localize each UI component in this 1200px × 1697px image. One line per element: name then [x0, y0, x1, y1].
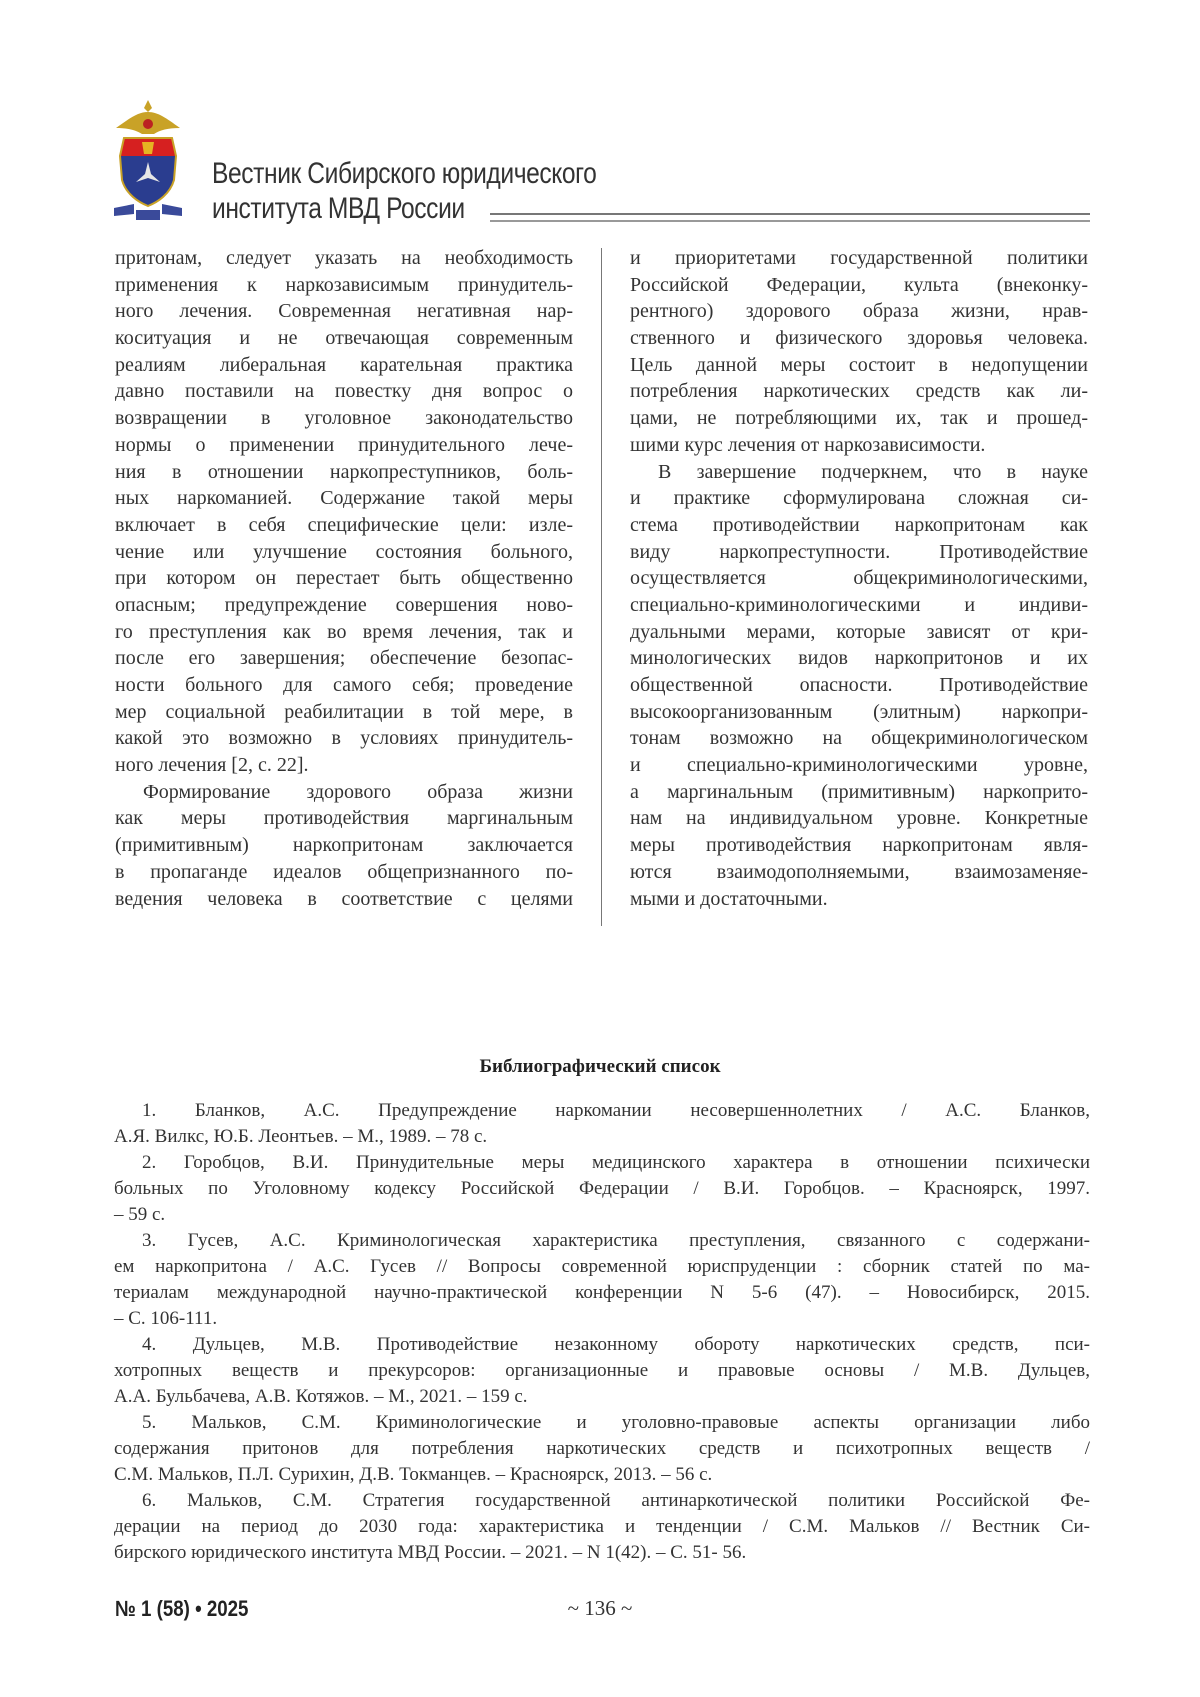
bibliography-line: А.А. Бульбачева, А.В. Котяжов. – М., 2021. – 159 с.: [114, 1384, 1090, 1410]
text-line: потребления наркотических средств как ли-: [630, 378, 1088, 405]
text-line: ведения человека в соответствие с целями: [115, 886, 573, 913]
paragraph: [630, 459, 1088, 913]
text-line: и практике сформулирована сложная си-: [630, 485, 1088, 512]
issue-number: № 1 (58) • 2025: [115, 1596, 248, 1622]
text-line: применения к наркозависимым принудитель-: [115, 272, 573, 299]
bibliography-entry: [114, 1150, 1090, 1228]
text-line: реалиям либеральная карательная практика: [115, 352, 573, 379]
text-line: мер социальной реабилитации в той мере, в: [115, 699, 573, 726]
text-line: коситуация и не отвечающая современным: [115, 325, 573, 352]
text-line: шими курс лечения от наркозависимости.: [630, 432, 1088, 459]
text-line: виду наркопреступности. Противодействие: [630, 539, 1088, 566]
journal-title-line1: Вестник Сибирского юридического: [212, 156, 596, 191]
bibliography-entry: [114, 1488, 1090, 1566]
text-line: ственного и физического здоровья человека.: [630, 325, 1088, 352]
text-line: в пропаганде идеалов общепризнанного по-: [115, 859, 573, 886]
bibliography-line: 2. Горобцов, В.И. Принудительные меры медицинского характера в отношении психически: [114, 1150, 1090, 1176]
column-divider: [601, 248, 602, 926]
text-line: специально-криминологическими и индиви-: [630, 592, 1088, 619]
bibliography-line: С.М. Мальков, П.Л. Сурихин, Д.В. Токманцев. – Красноярск, 2013. – 56 с.: [114, 1462, 1090, 1488]
text-line: и специально-криминологическими уровне,: [630, 752, 1088, 779]
bibliography-entry: [114, 1332, 1090, 1410]
paragraph: [630, 245, 1088, 459]
text-line: В завершение подчеркнем, что в науке: [630, 459, 1088, 486]
text-line: цами, не потребляющими их, так и прошед-: [630, 405, 1088, 432]
text-line: ния в отношении наркопреступников, боль-: [115, 459, 573, 486]
text-line: минологических видов наркопритонов и их: [630, 645, 1088, 672]
bibliography-line: 4. Дульцев, М.В. Противодействие незаконному обороту наркотических средств, пси-: [114, 1332, 1090, 1358]
text-line: Формирование здорового образа жизни: [115, 779, 573, 806]
text-line: дуальными мерами, которые зависят от кри-: [630, 619, 1088, 646]
text-line: чение или улучшение состояния больного,: [115, 539, 573, 566]
bibliography-entry: [114, 1098, 1090, 1150]
text-line: меры противодействия наркопритонам явля-: [630, 832, 1088, 859]
bibliography-line: териалам международной научно-практической конференции N 5-6 (47). – Новосибирск, 2015.: [114, 1280, 1090, 1306]
text-line: включает в себя специфические цели: изле-: [115, 512, 573, 539]
right-text-column: [630, 245, 1088, 912]
text-line: осуществляется общекриминологическими,: [630, 565, 1088, 592]
text-line: Цель данной меры состоит в недопущении: [630, 352, 1088, 379]
text-line: а маргинальным (примитивным) наркоприто-: [630, 779, 1088, 806]
bibliography-line: 1. Бланков, А.С. Предупреждение наркомании несовершеннолетних / А.С. Бланков,: [114, 1098, 1090, 1124]
text-line: при котором он перестает быть общественно: [115, 565, 573, 592]
bibliography-line: хотропных веществ и прекурсоров: организационные и правовые основы / М.В. Дульцев,: [114, 1358, 1090, 1384]
text-line: (примитивным) наркопритонам заключается: [115, 832, 573, 859]
text-line: после его завершения; обеспечение безопас-: [115, 645, 573, 672]
mvd-emblem-icon: [110, 98, 186, 223]
bibliography-list: [114, 1098, 1090, 1566]
bibliography-line: 5. Мальков, С.М. Криминологические и уголовно-правовые аспекты организации либо: [114, 1410, 1090, 1436]
text-line: давно поставили на повестку дня вопрос о: [115, 378, 573, 405]
text-line: какой это возможно в условиях принудитель-: [115, 725, 573, 752]
text-line: ного лечения [2, с. 22].: [115, 752, 573, 779]
paragraph: [115, 245, 573, 779]
paragraph: [115, 779, 573, 912]
journal-logo-emblem: [110, 98, 186, 223]
text-line: го преступления как во время лечения, так и: [115, 619, 573, 646]
bibliography-line: – 59 с.: [114, 1202, 1090, 1228]
text-line: ности больного для самого себя; проведение: [115, 672, 573, 699]
text-line: стема противодействии наркопритонам как: [630, 512, 1088, 539]
text-line: мыми и достаточными.: [630, 886, 1088, 913]
text-line: нормы о применении принудительного лече-: [115, 432, 573, 459]
bibliography-title: Библиографический список: [0, 1056, 1200, 1078]
bibliography-line: дерации на период до 2030 года: характеристика и тенденции / С.М. Мальков // Вестник Си-: [114, 1514, 1090, 1540]
bibliography-line: содержания притонов для потребления наркотических средств и психотропных веществ /: [114, 1436, 1090, 1462]
text-line: рентного) здорового образа жизни, нрав-: [630, 298, 1088, 325]
page-number: ~ 136 ~: [0, 1596, 1200, 1621]
bibliography-entry: [114, 1228, 1090, 1332]
text-line: высокоорганизованным (элитным) наркопри-: [630, 699, 1088, 726]
bibliography-entry: [114, 1410, 1090, 1488]
bibliography-line: – С. 106-111.: [114, 1306, 1090, 1332]
journal-title-line2: института МВД России: [212, 191, 596, 226]
bibliography-line: А.Я. Вилкс, Ю.Б. Леонтьев. – М., 1989. – 78 с.: [114, 1124, 1090, 1150]
left-text-column: [115, 245, 573, 912]
text-line: возвращении в уголовное законодательство: [115, 405, 573, 432]
text-line: опасным; предупреждение совершения ново-: [115, 592, 573, 619]
bibliography-line: бирского юридического института МВД России. – 2021. – N 1(42). – С. 51- 56.: [114, 1540, 1090, 1566]
text-line: ного лечения. Современная негативная нар-: [115, 298, 573, 325]
text-line: общественной опасности. Противодействие: [630, 672, 1088, 699]
text-line: и приоритетами государственной политики: [630, 245, 1088, 272]
text-line: тонам возможно на общекриминологическом: [630, 725, 1088, 752]
text-line: нам на индивидуальном уровне. Конкретные: [630, 805, 1088, 832]
text-line: ются взаимодополняемыми, взаимозаменяе-: [630, 859, 1088, 886]
text-line: как меры противодействия маргинальным: [115, 805, 573, 832]
bibliography-line: больных по Уголовному кодексу Российской Федерации / В.И. Горобцов. – Красноярск, 1997.: [114, 1176, 1090, 1202]
bibliography-line: 6. Мальков, С.М. Стратегия государственной антинаркотической политики Российской Фе-: [114, 1488, 1090, 1514]
bibliography-line: 3. Гусев, А.С. Криминологическая характеристика преступления, связанного с содержани-: [114, 1228, 1090, 1254]
text-line: ных наркоманией. Содержание такой меры: [115, 485, 573, 512]
text-line: притонам, следует указать на необходимость: [115, 245, 573, 272]
header-rule: [490, 213, 1090, 222]
bibliography-line: ем наркопритона / А.С. Гусев // Вопросы современной юриспруденции : сборник статей по ма-: [114, 1254, 1090, 1280]
text-line: Российской Федерации, культа (внеконку-: [630, 272, 1088, 299]
